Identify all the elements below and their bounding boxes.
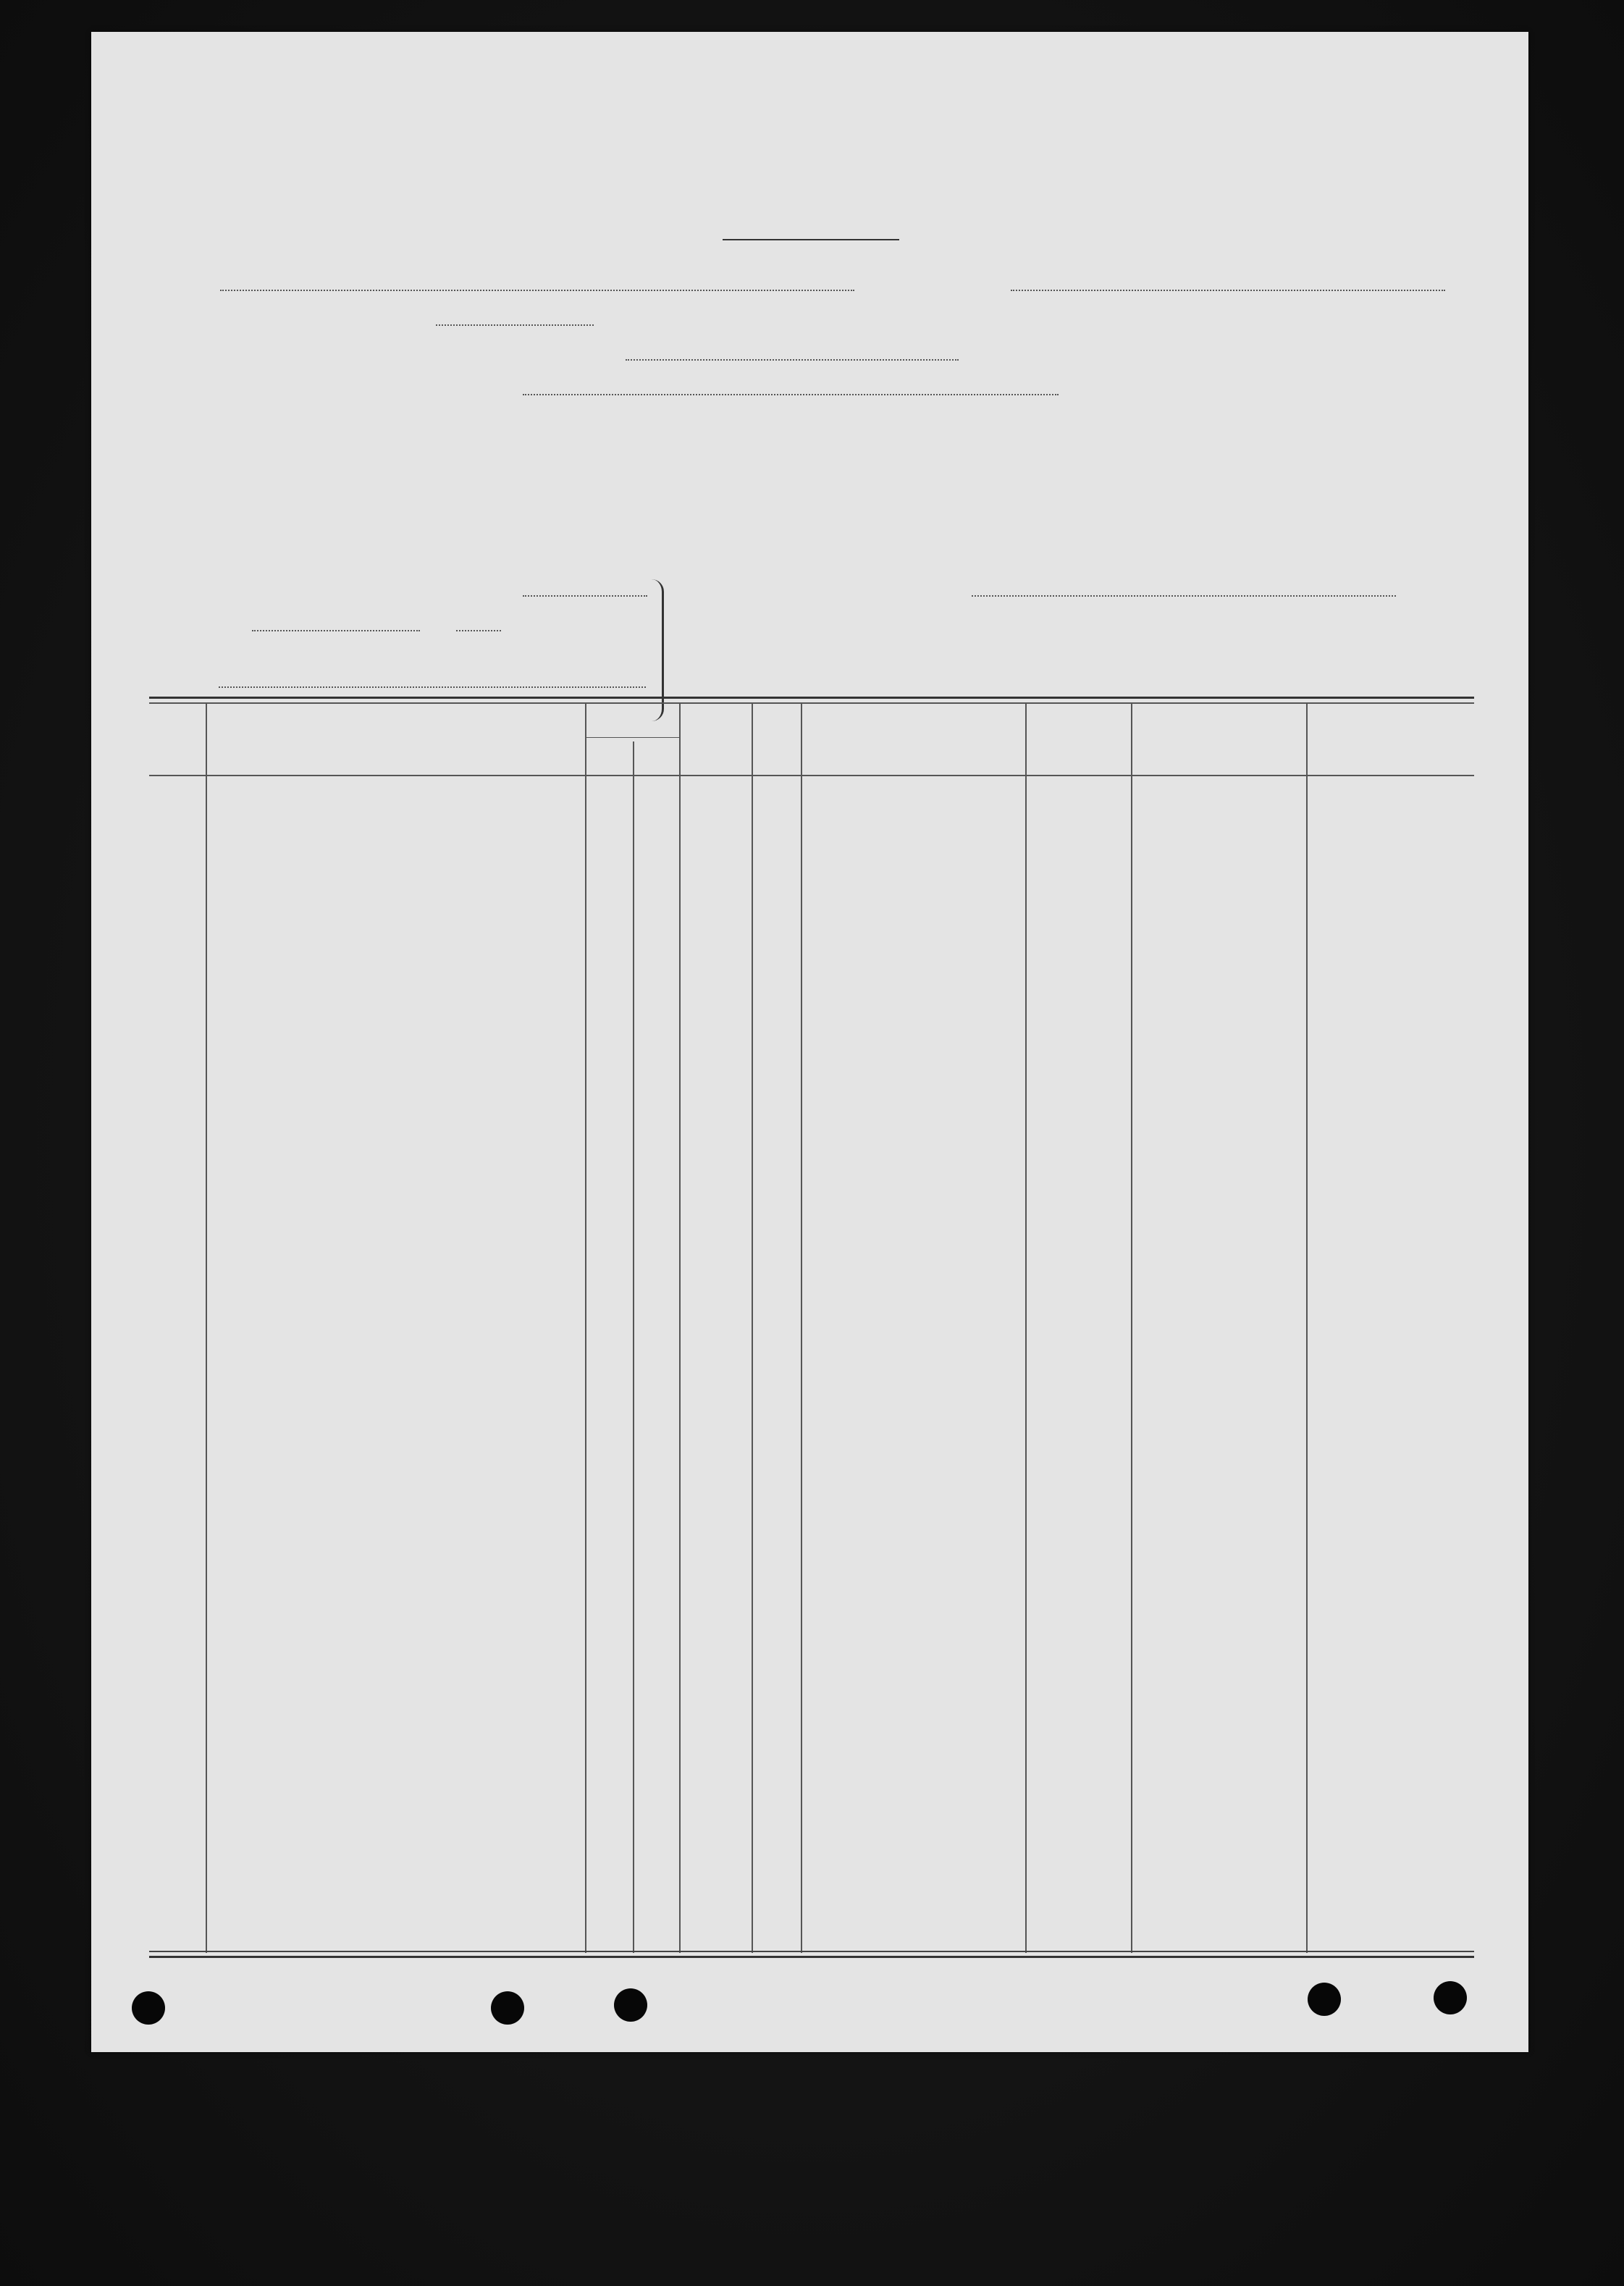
punch-hole bbox=[1434, 1981, 1467, 2014]
punch-hole bbox=[1308, 1983, 1341, 2016]
table-top-rule bbox=[149, 697, 1474, 699]
col-divider-baggage bbox=[1131, 704, 1132, 1953]
table-bottom-rule-outer bbox=[149, 1956, 1474, 1958]
col-divider-married bbox=[752, 704, 753, 1953]
table-top-rule-inner bbox=[149, 702, 1474, 704]
punch-hole bbox=[491, 1991, 524, 2025]
vessel-name-field[interactable] bbox=[1011, 274, 1445, 291]
master-name-field[interactable] bbox=[220, 274, 854, 291]
col-divider-names bbox=[206, 704, 207, 1953]
header-bottom-rule bbox=[149, 775, 1474, 776]
sworn-year-field[interactable] bbox=[456, 614, 501, 631]
swear-field[interactable] bbox=[436, 308, 594, 326]
origin-port-field[interactable] bbox=[523, 378, 1059, 395]
brace bbox=[652, 579, 664, 721]
col-divider-cabin bbox=[801, 704, 802, 1953]
collector-signature-field[interactable] bbox=[219, 671, 646, 688]
col-divider-citizen bbox=[1025, 704, 1027, 1953]
title-divider bbox=[723, 239, 899, 240]
col-divider-mths bbox=[633, 741, 634, 1953]
sworn-month-field[interactable] bbox=[252, 614, 420, 631]
punch-hole bbox=[614, 1988, 647, 2022]
col-divider-sex bbox=[679, 704, 681, 1953]
punch-hole bbox=[132, 1991, 165, 2025]
table-bottom-rule bbox=[149, 1951, 1474, 1952]
port-field[interactable] bbox=[626, 343, 959, 361]
col-divider-death bbox=[1306, 704, 1308, 1953]
age-subheader-rule bbox=[585, 737, 679, 738]
document-page bbox=[91, 32, 1528, 2052]
sworn-day-field[interactable] bbox=[523, 579, 647, 597]
master-signature-field[interactable] bbox=[972, 579, 1396, 597]
col-divider-yrs bbox=[585, 704, 586, 1953]
